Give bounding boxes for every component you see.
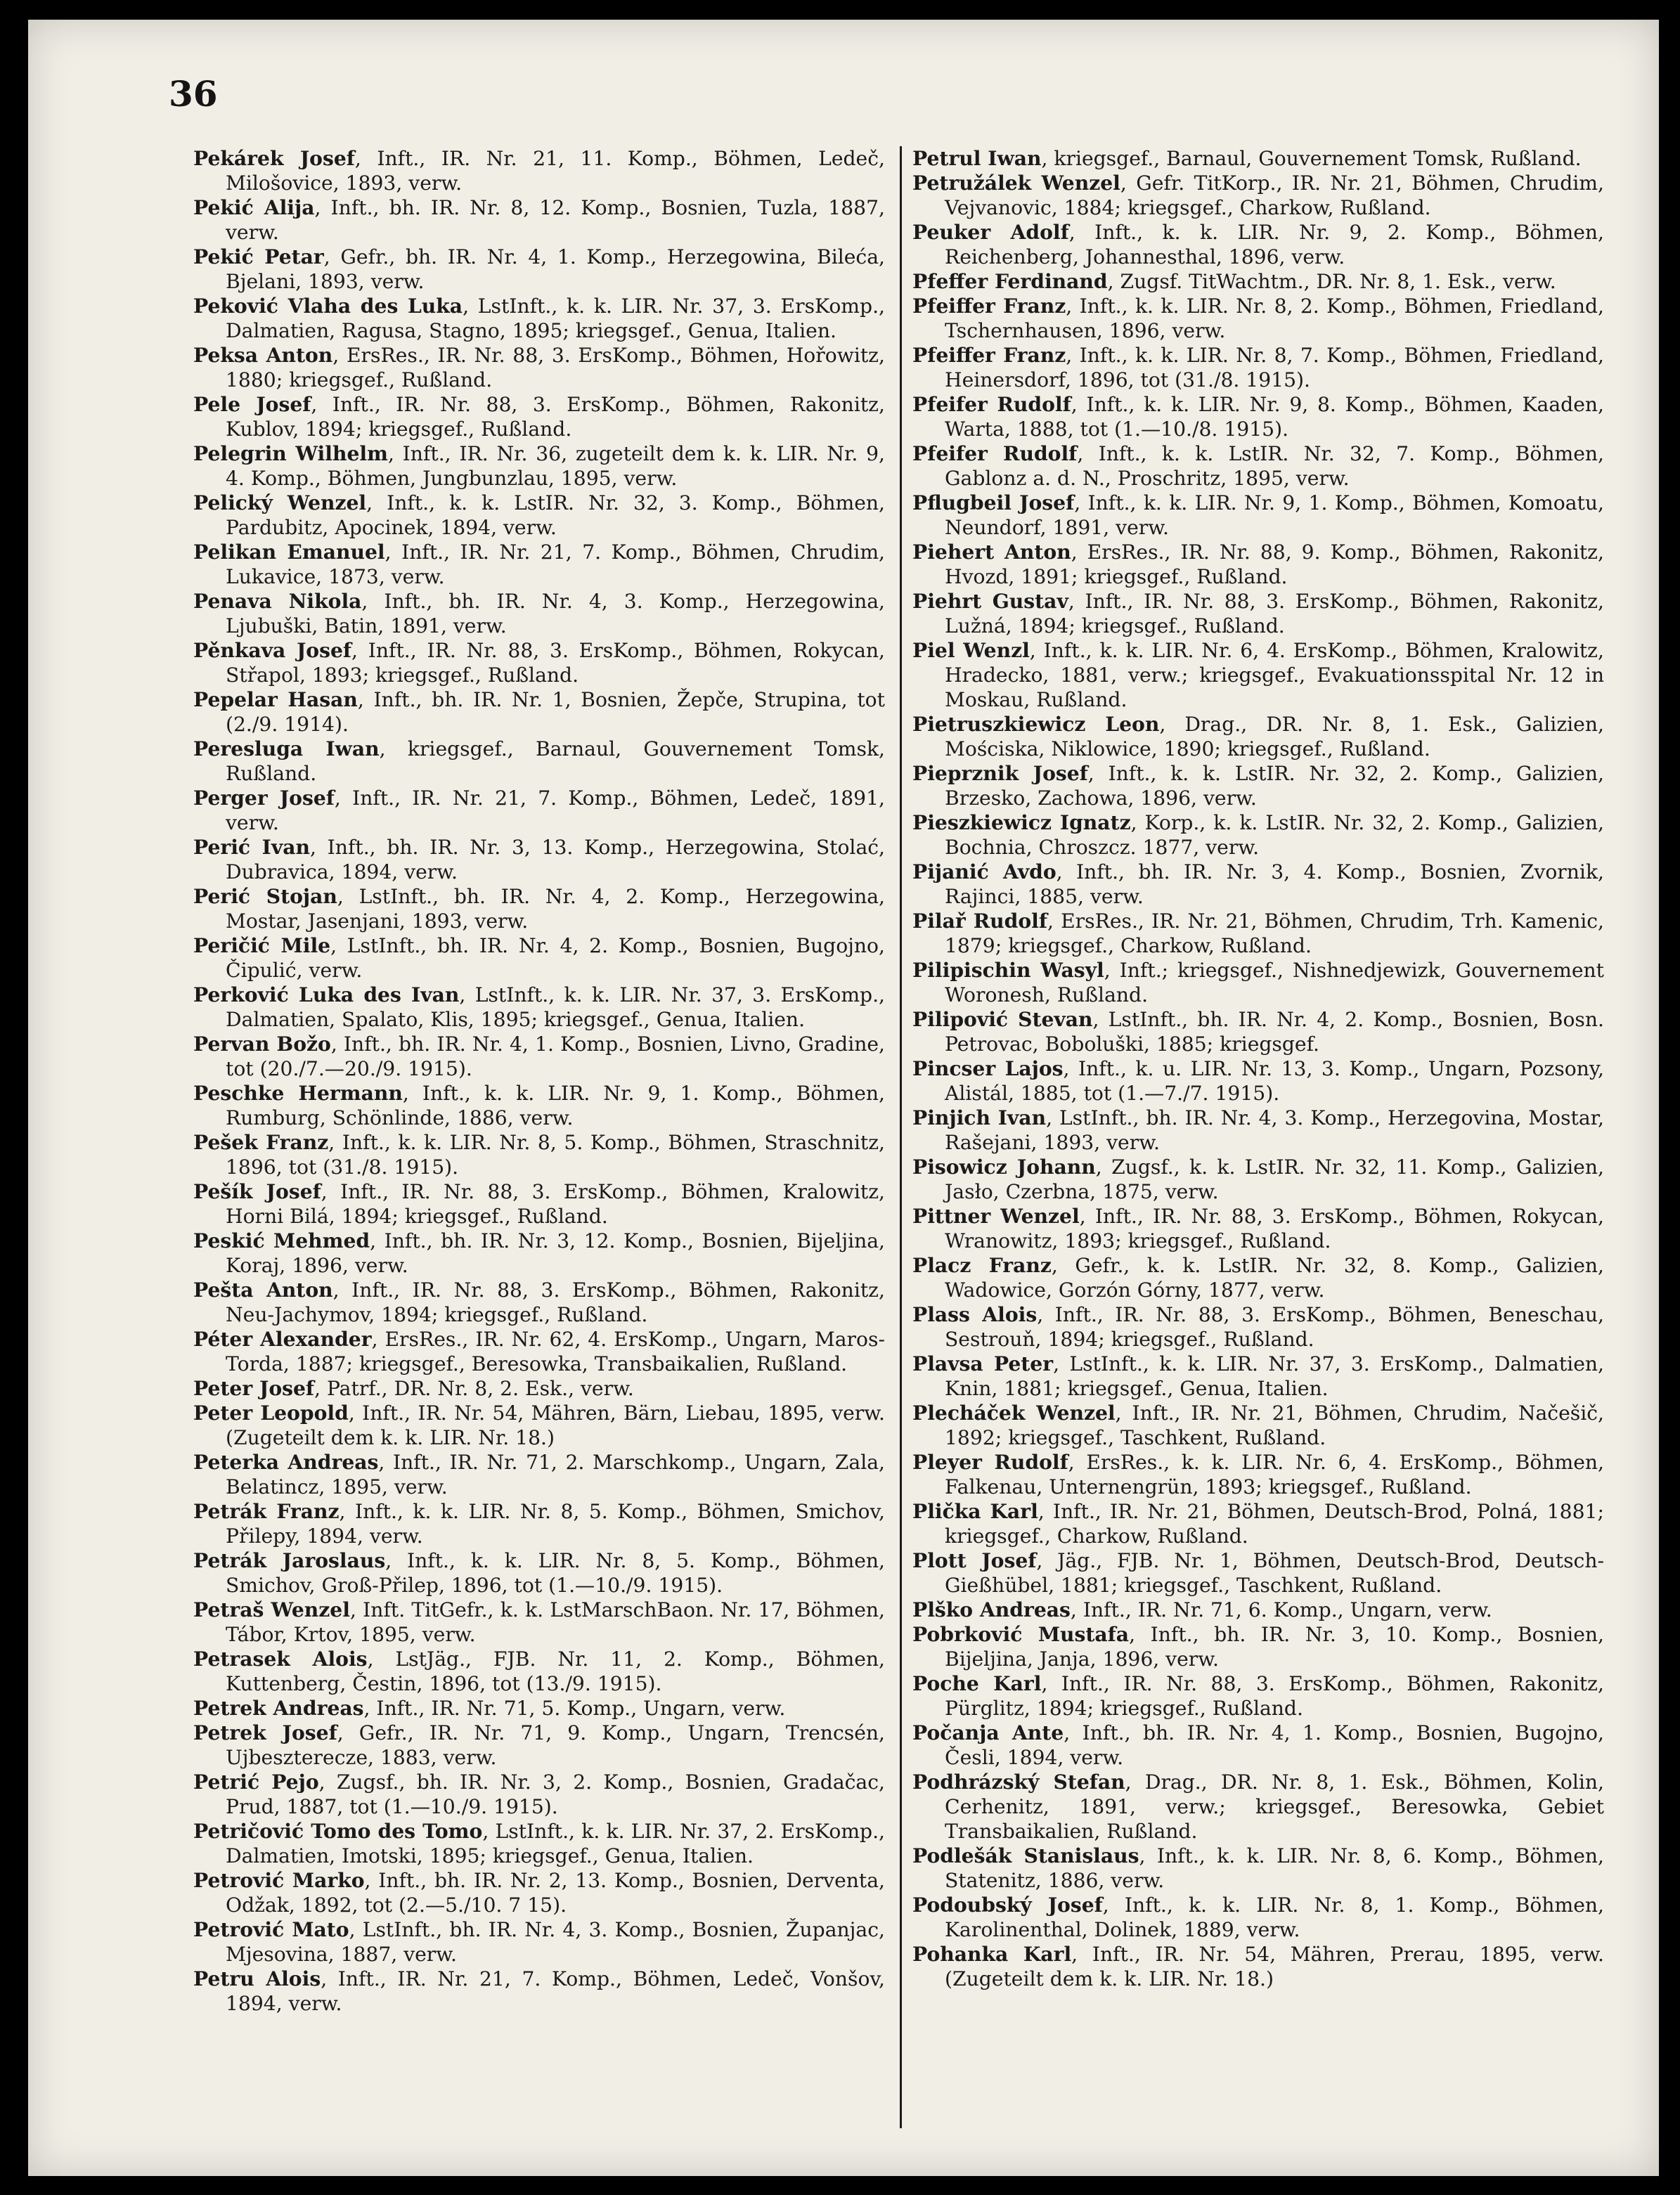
register-entry xyxy=(912,1598,1604,1622)
entry-details: , Inft., IR. Nr. 21, Böhmen, Chrudim, Načešič, 1892; kriegsgef., Taschkent, Rußland. xyxy=(945,1401,1604,1449)
entry-details: , Korp., k. k. LstIR. Nr. 32, 2. Komp., Galizien, Bochnia, Chroszcz. 1877, verw. xyxy=(945,811,1604,859)
register-entry xyxy=(193,1229,885,1278)
entry-name: Pekić Petar xyxy=(193,245,324,268)
entry-details: , Inft., IR. Nr. 71, 5. Komp., Ungarn, verw. xyxy=(363,1697,786,1720)
register-entry xyxy=(912,1622,1604,1671)
register-entry xyxy=(912,761,1604,810)
entry-details: , Zugsf., bh. IR. Nr. 3, 2. Komp., Bosnien, Gradačac, Prud, 1887, tot (1.—10./9. 1915). xyxy=(226,1770,885,1818)
register-entry xyxy=(912,1106,1604,1155)
register-entry xyxy=(193,1278,885,1327)
entry-name: Petrasek Alois xyxy=(193,1647,368,1671)
register-entry xyxy=(193,1499,885,1548)
register-entry xyxy=(912,1844,1604,1893)
entry-details: , kriegsgef., Barnaul, Gouvernement Tomsk, Rußland. xyxy=(226,737,885,785)
entry-name: Piel Wenzl xyxy=(912,639,1030,662)
entry-details: , LstInft., k. k. LIR. Nr. 37, 2. ErsKomp., Dalmatien, Imotski, 1895; kriegsgef., Genua, Italien. xyxy=(226,1820,886,1867)
entry-name: Plško Andreas xyxy=(912,1598,1071,1621)
register-entry xyxy=(193,1327,885,1376)
entry-details: , Inft., k. k. LIR. Nr. 8, 5. Komp., Böhmen, Smichov, Přilepy, 1894, verw. xyxy=(226,1500,886,1548)
register-entry xyxy=(912,1204,1604,1253)
entry-name: Podhrázský Stefan xyxy=(912,1770,1125,1794)
entry-details: , Inft., bh. IR. Nr. 4, 1. Komp., Bosnien, Bugojno, Česli, 1894, verw. xyxy=(945,1721,1604,1769)
entry-name: Petru Alois xyxy=(193,1967,321,1990)
register-entry xyxy=(193,1598,885,1647)
register-entry xyxy=(912,1450,1604,1499)
register-entry xyxy=(912,171,1604,220)
register-entry xyxy=(193,294,885,343)
entry-name: Pilař Rudolf xyxy=(912,909,1047,933)
register-entry xyxy=(912,1770,1604,1844)
register-entry xyxy=(912,220,1604,269)
entry-name: Petraš Wenzel xyxy=(193,1598,350,1621)
entry-name: Plass Alois xyxy=(912,1303,1038,1326)
register-entry xyxy=(193,491,885,540)
register-entry xyxy=(912,712,1604,761)
register-entry xyxy=(193,1770,885,1819)
entry-name: Pinjich Ivan xyxy=(912,1106,1047,1129)
entry-details: , LstInft., bh. IR. Nr. 4, 2. Komp., Herzegowina, Mostar, Jasenjani, 1893, verw. xyxy=(226,885,885,933)
register-entry xyxy=(912,1671,1604,1721)
entry-name: Pfeiffer Franz xyxy=(912,294,1066,318)
register-entry xyxy=(193,983,885,1032)
entry-name: Petružálek Wenzel xyxy=(912,171,1120,195)
register-entry xyxy=(912,441,1604,491)
entry-name: Peter Josef xyxy=(193,1377,315,1400)
entry-name: Pele Josef xyxy=(193,393,311,416)
entry-details: , Gefr. TitKorp., IR. Nr. 21, Böhmen, Chrudim, Vejvanovic, 1884; kriegsgef., Charkow, Rußland. xyxy=(945,171,1604,219)
entry-name: Peković Vlaha des Luka xyxy=(193,294,463,318)
document-page xyxy=(28,20,1659,2176)
entry-name: Petrović Mato xyxy=(193,1918,349,1941)
entry-details: , LstInft., k. k. LIR. Nr. 37, 3. ErsKomp., Dalmatien, Ragusa, Stagno, 1895; kriegsgef., Genua, Italien. xyxy=(226,294,885,342)
entry-name: Perić Stojan xyxy=(193,885,337,908)
register-entry xyxy=(912,1352,1604,1401)
entry-details: , Inft., IR. Nr. 71, 6. Komp., Ungarn, verw. xyxy=(1070,1598,1492,1621)
entry-details: , Inft., IR. Nr. 21, 7. Komp., Böhmen, Ledeč, 1891, verw. xyxy=(226,786,885,834)
entry-details: , LstInft., bh. IR. Nr. 4, 2. Komp., Bosnien, Bosn. Petrovac, Boboluški, 1885; kriegsgef. xyxy=(945,1008,1605,1056)
entry-details: , Inft., k. k. LIR. Nr. 8, 1. Komp., Böhmen, Karolinenthal, Dolinek, 1889, verw. xyxy=(945,1893,1604,1941)
register-entry xyxy=(912,1893,1604,1942)
entry-name: Pelický Wenzel xyxy=(193,491,367,514)
entry-details: , Inft., IR. Nr. 88, 3. ErsKomp., Böhmen, Beneschau, Sestrouň, 1894; kriegsgef., Rußland. xyxy=(945,1303,1604,1351)
entry-details: , Zugsf., k. k. LstIR. Nr. 32, 11. Komp., Galizien, Jasło, Czerbna, 1875, verw. xyxy=(945,1155,1604,1203)
entry-name: Pekárek Josef xyxy=(193,147,355,170)
entry-name: Pietruszkiewicz Leon xyxy=(912,713,1160,736)
register-entry xyxy=(193,1868,885,1917)
entry-name: Pešek Franz xyxy=(193,1131,329,1154)
entry-details: , Inft., k. k. LIR. Nr. 8, 5. Komp., Böhmen, Smichov, Groß-Přilep, 1896, tot (1.—10./9. 1915). xyxy=(226,1549,885,1597)
register-entry xyxy=(193,1696,885,1721)
entry-details: , Inft., k. k. LIR. Nr. 8, 7. Komp., Böhmen, Friedland, Heinersdorf, 1896, tot (31./8. 1915). xyxy=(945,344,1604,391)
entry-name: Pekić Alija xyxy=(193,196,315,219)
entry-details: , Inft., bh. IR. Nr. 3, 4. Komp., Bosnien, Zvornik, Rajinci, 1885, verw. xyxy=(945,860,1604,908)
entry-details: , Inft., bh. IR. Nr. 4, 1. Komp., Bosnien, Livno, Gradine, tot (20./7.—20./9. 1915). xyxy=(226,1032,886,1080)
register-entry xyxy=(912,909,1604,958)
entry-details: , Inft., bh. IR. Nr. 3, 10. Komp., Bosnien, Bijeljina, Janja, 1896, verw. xyxy=(945,1623,1604,1671)
entry-details: , LstInft., bh. IR. Nr. 4, 3. Komp., Bosnien, Županjac, Mjesovina, 1887, verw. xyxy=(226,1918,885,1966)
entry-name: Penava Nikola xyxy=(193,590,362,613)
register-entry xyxy=(193,884,885,933)
entry-name: Pilipischin Wasyl xyxy=(912,959,1104,982)
right-column xyxy=(912,146,1604,1991)
entry-details: , Inft., IR. Nr. 88, 3. ErsKomp., Böhmen, Rakonitz, Neu-Jachymov, 1894; kriegsgef., Rußland. xyxy=(226,1278,885,1326)
entry-details: , LstInft., bh. IR. Nr. 4, 3. Komp., Herzegovina, Mostar, Rašejani, 1893, verw. xyxy=(945,1106,1604,1154)
entry-name: Pijanić Avdo xyxy=(912,860,1057,883)
entry-details: , Inft., bh. IR. Nr. 1, Bosnien, Žepče, Strupina, tot (2./9. 1914). xyxy=(226,688,885,736)
register-entry xyxy=(193,1401,885,1450)
register-entry xyxy=(912,860,1604,909)
entry-details: , ErsRes., k. k. LIR. Nr. 6, 4. ErsKomp., Böhmen, Falkenau, Unternengrün, 1893; kriegsgef., Rußland. xyxy=(945,1451,1605,1498)
entry-details: , Inft., k. k. LIR. Nr. 9, 8. Komp., Böhmen, Kaaden, Warta, 1888, tot (1.—10./8. 1915). xyxy=(945,393,1604,441)
entry-details: , LstJäg., FJB. Nr. 11, 2. Komp., Böhmen, Kuttenberg, Čestin, 1896, tot (13./9. 1915). xyxy=(226,1647,885,1695)
entry-name: Plecháček Wenzel xyxy=(912,1401,1116,1425)
register-entry xyxy=(912,392,1604,441)
entry-name: Piehrt Gustav xyxy=(912,590,1068,613)
page-number: 36 xyxy=(169,73,218,115)
entry-details: , Inft., k. k. LIR. Nr. 9, 1. Komp., Böhmen, Komoatu, Neundorf, 1891, verw. xyxy=(945,491,1604,539)
entry-name: Počanja Ante xyxy=(912,1721,1064,1744)
entry-details: , Inft., IR. Nr. 71, 2. Marschkomp., Ungarn, Zala, Belatincz, 1895, verw. xyxy=(226,1451,885,1498)
entry-name: Plička Karl xyxy=(912,1500,1038,1523)
entry-name: Pisowicz Johann xyxy=(912,1155,1096,1179)
register-entry xyxy=(193,195,885,245)
entry-name: Pelikan Emanuel xyxy=(193,540,385,564)
entry-details: , Gefr., IR. Nr. 71, 9. Komp., Ungarn, Trencsén, Ujbeszterecze, 1883, verw. xyxy=(226,1721,885,1769)
entry-details: , Inft., k. k. LIR. Nr. 9, 1. Komp., Böhmen, Rumburg, Schönlinde, 1886, verw. xyxy=(226,1082,885,1129)
entry-details: , ErsRes., IR. Nr. 62, 4. ErsKomp., Ungarn, Maros-Torda, 1887; kriegsgef., Beresowka, Transbaikalien, Rußland. xyxy=(226,1328,885,1375)
register-entry xyxy=(912,1155,1604,1204)
entry-name: Plott Josef xyxy=(912,1549,1037,1572)
register-entry xyxy=(193,835,885,884)
entry-name: Peričić Mile xyxy=(193,934,331,957)
entry-name: Peterka Andreas xyxy=(193,1451,379,1474)
entry-details: , ErsRes., IR. Nr. 88, 9. Komp., Böhmen, Rakonitz, Hvozd, 1891; kriegsgef., Rußland. xyxy=(945,540,1604,588)
entry-name: Petričović Tomo des Tomo xyxy=(193,1820,483,1843)
register-entry xyxy=(912,589,1604,638)
register-entry xyxy=(912,269,1604,294)
entry-name: Pflugbeil Josef xyxy=(912,491,1075,514)
entry-name: Pešík Josef xyxy=(193,1180,321,1203)
entry-details: , ErsRes., IR. Nr. 21, Böhmen, Chrudim, Trh. Kamenic, 1879; kriegsgef., Charkow, Rußland. xyxy=(945,909,1604,957)
entry-name: Pieszkiewicz Ignatz xyxy=(912,811,1131,834)
entry-name: Perić Ivan xyxy=(193,836,310,859)
entry-details: , ErsRes., IR. Nr. 88, 3. ErsKomp., Böhmen, Hořowitz, 1880; kriegsgef., Rußland. xyxy=(226,344,885,391)
register-entry xyxy=(193,1130,885,1179)
entry-details: , Inft., IR. Nr. 21, 7. Komp., Böhmen, Ledeč, Vonšov, 1894, verw. xyxy=(226,1967,885,2015)
entry-details: , Jäg., FJB. Nr. 1, Böhmen, Deutsch-Brod, Deutsch-Gießhübel, 1881; kriegsgef., Taschkent, Rußland. xyxy=(945,1549,1605,1597)
register-entry xyxy=(912,1007,1604,1056)
entry-name: Peksa Anton xyxy=(193,344,333,367)
register-entry xyxy=(193,687,885,737)
entry-details: , LstInft., k. k. LIR. Nr. 37, 3. ErsKomp., Dalmatien, Spalato, Klis, 1895; kriegsgef., Genua, Italien. xyxy=(226,983,886,1031)
register-entry xyxy=(193,737,885,786)
register-entry xyxy=(912,958,1604,1007)
register-entry xyxy=(193,589,885,638)
register-entry xyxy=(193,392,885,441)
register-entry xyxy=(193,1081,885,1130)
entry-name: Pepelar Hasan xyxy=(193,688,358,711)
entry-details: , Inft., IR. Nr. 88, 3. ErsKomp., Böhmen, Kralowitz, Horni Bilá, 1894; kriegsgef., Rußland. xyxy=(226,1180,886,1228)
entry-details: , Inft.; kriegsgef., Nishnedjewizk, Gouvernement Woronesh, Rußland. xyxy=(945,959,1604,1006)
entry-name: Pelegrin Wilhelm xyxy=(193,442,388,465)
entry-details: , Inft., IR. Nr. 21, 11. Komp., Böhmen, Ledeč, Milošovice, 1893, verw. xyxy=(226,147,885,195)
entry-name: Peresluga Iwan xyxy=(193,737,380,760)
entry-details: , Inft. TitGefr., k. k. LstMarschBaon. Nr. 17, Böhmen, Tábor, Krtov, 1895, verw. xyxy=(226,1598,886,1646)
entry-name: Petrák Jaroslaus xyxy=(193,1549,386,1572)
entry-name: Plavsa Peter xyxy=(912,1352,1054,1375)
register-entry xyxy=(193,1647,885,1696)
entry-details: , LstInft., bh. IR. Nr. 4, 2. Komp., Bosnien, Bugojno, Čipulić, verw. xyxy=(226,934,885,982)
entry-details: , LstInft., k. k. LIR. Nr. 37, 3. ErsKomp., Dalmatien, Knin, 1881; kriegsgef., Genua, Italien. xyxy=(945,1352,1604,1400)
entry-name: Peskić Mehmed xyxy=(193,1229,370,1252)
register-entry xyxy=(193,441,885,491)
entry-name: Podoubský Josef xyxy=(912,1893,1103,1917)
register-entry xyxy=(912,1721,1604,1770)
register-entry xyxy=(912,1548,1604,1598)
entry-name: Pfeifer Rudolf xyxy=(912,442,1078,465)
register-entry xyxy=(193,540,885,589)
entry-details: , Inft., IR. Nr. 88, 3. ErsKomp., Böhmen, Rakonitz, Kublov, 1894; kriegsgef., Rußland. xyxy=(226,393,885,441)
entry-details: , Inft., bh. IR. Nr. 4, 3. Komp., Herzegowina, Ljubuški, Batin, 1891, verw. xyxy=(226,590,885,637)
entry-details: , Inft., IR. Nr. 21, 7. Komp., Böhmen, Chrudim, Lukavice, 1873, verw. xyxy=(226,540,886,588)
register-entry xyxy=(912,1401,1604,1450)
register-entry xyxy=(912,1253,1604,1302)
register-entry xyxy=(912,146,1604,171)
entry-details: , Gefr., bh. IR. Nr. 4, 1. Komp., Herzegowina, Bileća, Bjelani, 1893, verw. xyxy=(226,245,885,293)
entry-details: , Inft., IR. Nr. 54, Mähren, Bärn, Liebau, 1895, verw. (Zugeteilt dem k. k. LIR. Nr. 18.) xyxy=(226,1401,885,1449)
register-entry xyxy=(912,1499,1604,1548)
entry-name: Podlešák Stanislaus xyxy=(912,1844,1139,1867)
register-entry xyxy=(193,933,885,983)
entry-details: , Inft., k. k. LstIR. Nr. 32, 7. Komp., Böhmen, Gablonz a. d. N., Proschritz, 1895, verw. xyxy=(945,442,1605,490)
entry-details: , Inft., k. k. LIR. Nr. 8, 2. Komp., Böhmen, Friedland, Tschernhausen, 1896, verw. xyxy=(945,294,1604,342)
register-entry xyxy=(912,638,1604,712)
entry-name: Pincser Lajos xyxy=(912,1057,1064,1080)
entry-name: Peschke Hermann xyxy=(193,1082,403,1105)
entry-name: Petrák Franz xyxy=(193,1500,340,1523)
register-entry xyxy=(193,638,885,687)
entry-details: , Drag., DR. Nr. 8, 1. Esk., Galizien, Mościska, Niklowice, 1890; kriegsgef., Rußland. xyxy=(945,713,1604,760)
entry-details: , Inft., k. u. LIR. Nr. 13, 3. Komp., Ungarn, Pozsony, Alistál, 1885, tot (1.—7./7. 1915). xyxy=(945,1057,1604,1105)
entry-name: Pervan Božo xyxy=(193,1032,331,1056)
register-entry xyxy=(193,146,885,195)
entry-name: Pobrković Mustafa xyxy=(912,1623,1130,1646)
entry-name: Petrul Iwan xyxy=(912,147,1042,170)
entry-details: , Inft., IR. Nr. 88, 3. ErsKomp., Böhmen, Rokycan, Střapol, 1893; kriegsgef., Rußland. xyxy=(226,639,885,687)
register-entry xyxy=(912,343,1604,392)
entry-details: , Inft., k. k. LIR. Nr. 8, 6. Komp., Böhmen, Statenitz, 1886, verw. xyxy=(945,1844,1604,1892)
entry-details: , Inft., k. k. LIR. Nr. 8, 5. Komp., Böhmen, Straschnitz, 1896, tot (31./8. 1915). xyxy=(226,1131,886,1179)
entry-details: , Inft., IR. Nr. 36, zugeteilt dem k. k. LIR. Nr. 9, 4. Komp., Böhmen, Jungbunzlau, 1895, verw. xyxy=(226,442,885,490)
entry-name: Poche Karl xyxy=(912,1672,1042,1695)
entry-details: , Zugsf. TitWachtm., DR. Nr. 8, 1. Esk., verw. xyxy=(1107,270,1556,293)
register-entry xyxy=(193,343,885,392)
entry-details: , Inft., k. k. LstIR. Nr. 32, 2. Komp., Galizien, Brzesko, Zachowa, 1896, verw. xyxy=(945,762,1604,810)
register-entry xyxy=(193,786,885,835)
register-entry xyxy=(193,1917,885,1967)
register-entry xyxy=(912,491,1604,540)
entry-name: Pittner Wenzel xyxy=(912,1205,1080,1228)
entry-name: Petrek Andreas xyxy=(193,1697,364,1720)
entry-details: , Inft., k. k. LstIR. Nr. 32, 3. Komp., Böhmen, Pardubitz, Apocinek, 1894, verw. xyxy=(226,491,886,539)
register-entry xyxy=(193,1179,885,1229)
column-divider xyxy=(900,146,902,2128)
entry-name: Petrek Josef xyxy=(193,1721,337,1744)
register-entry xyxy=(193,1548,885,1598)
entry-details: , Inft., bh. IR. Nr. 2, 13. Komp., Bosnien, Derventa, Odžak, 1892, tot (2.—5./10. 7 15). xyxy=(226,1869,886,1917)
entry-details: , Patrf., DR. Nr. 8, 2. Esk., verw. xyxy=(314,1377,634,1400)
entry-details: , Inft., k. k. LIR. Nr. 6, 4. ErsKomp., Böhmen, Kralowitz, Hradecko, 1881, verw.; kriegsgef., Evakuationsspital Nr. 12 in Moskau, Rußland. xyxy=(945,639,1604,711)
entry-name: Peuker Adolf xyxy=(912,221,1069,244)
register-entry xyxy=(193,245,885,294)
entry-name: Pleyer Rudolf xyxy=(912,1451,1068,1474)
register-entry xyxy=(193,1450,885,1499)
register-entry xyxy=(912,1302,1604,1352)
entry-name: Perger Josef xyxy=(193,786,335,810)
left-column xyxy=(193,146,885,2016)
entry-details: , kriegsgef., Barnaul, Gouvernement Tomsk, Rußland. xyxy=(1041,147,1582,170)
entry-details: , Inft., IR. Nr. 88, 3. ErsKomp., Böhmen, Rakonitz, Lužná, 1894; kriegsgef., Rußland. xyxy=(945,590,1604,637)
entry-details: , Inft., bh. IR. Nr. 8, 12. Komp., Bosnien, Tuzla, 1887, verw. xyxy=(226,196,885,244)
register-entry xyxy=(193,1967,885,2016)
entry-name: Pieprznik Josef xyxy=(912,762,1088,785)
register-entry xyxy=(193,1376,885,1401)
entry-name: Pěnkava Josef xyxy=(193,639,352,662)
entry-details: , Inft., bh. IR. Nr. 3, 13. Komp., Herzegowina, Stolać, Dubravica, 1894, verw. xyxy=(226,836,885,883)
entry-name: Pfeffer Ferdinand xyxy=(912,270,1108,293)
entry-details: , Inft., IR. Nr. 54, Mähren, Prerau, 1895, verw. (Zugeteilt dem k. k. LIR. Nr. 18.) xyxy=(945,1943,1604,1990)
entry-name: Petrić Pejo xyxy=(193,1770,319,1794)
entry-name: Perković Luka des Ivan xyxy=(193,983,460,1006)
entry-name: Petrović Marko xyxy=(193,1869,365,1892)
register-entry xyxy=(912,1056,1604,1106)
entry-details: , Inft., IR. Nr. 88, 3. ErsKomp., Böhmen, Rokycan, Wranowitz, 1893; kriegsgef., Rußland. xyxy=(945,1205,1605,1252)
register-entry xyxy=(193,1032,885,1081)
register-entry xyxy=(912,540,1604,589)
entry-name: Peter Leopold xyxy=(193,1401,349,1425)
register-entry xyxy=(912,294,1604,343)
entry-details: , Inft., k. k. LIR. Nr. 9, 2. Komp., Böhmen, Reichenberg, Johannesthal, 1896, verw. xyxy=(945,221,1604,268)
entry-name: Pfeifer Rudolf xyxy=(912,393,1071,416)
entry-details: , Inft., IR. Nr. 88, 3. ErsKomp., Böhmen, Rakonitz, Pürglitz, 1894; kriegsgef., Rußland. xyxy=(945,1672,1604,1720)
entry-name: Pilipović Stevan xyxy=(912,1008,1093,1031)
entry-name: Pohanka Karl xyxy=(912,1943,1072,1966)
entry-details: , Inft., IR. Nr. 21, Böhmen, Deutsch-Brod, Polná, 1881; kriegsgef., Charkow, Rußland. xyxy=(945,1500,1604,1548)
entry-name: Placz Franz xyxy=(912,1254,1052,1277)
entry-details: , Drag., DR. Nr. 8, 1. Esk., Böhmen, Kolin, Cerhenitz, 1891, verw.; kriegsgef., Beresowka, Gebiet Transbaikalien, Rußland. xyxy=(945,1770,1604,1843)
entry-name: Piehert Anton xyxy=(912,540,1071,564)
entry-details: , Inft., bh. IR. Nr. 3, 12. Komp., Bosnien, Bijeljina, Koraj, 1896, verw. xyxy=(226,1229,885,1277)
entry-details: , Gefr., k. k. LstIR. Nr. 32, 8. Komp., Galizien, Wadowice, Gorzón Górny, 1877, verw. xyxy=(945,1254,1604,1302)
entry-name: Péter Alexander xyxy=(193,1328,372,1351)
register-entry xyxy=(912,810,1604,860)
entry-name: Pešta Anton xyxy=(193,1278,333,1302)
entry-name: Pfeiffer Franz xyxy=(912,344,1066,367)
register-entry xyxy=(193,1819,885,1868)
register-entry xyxy=(912,1942,1604,1991)
register-entry xyxy=(193,1721,885,1770)
